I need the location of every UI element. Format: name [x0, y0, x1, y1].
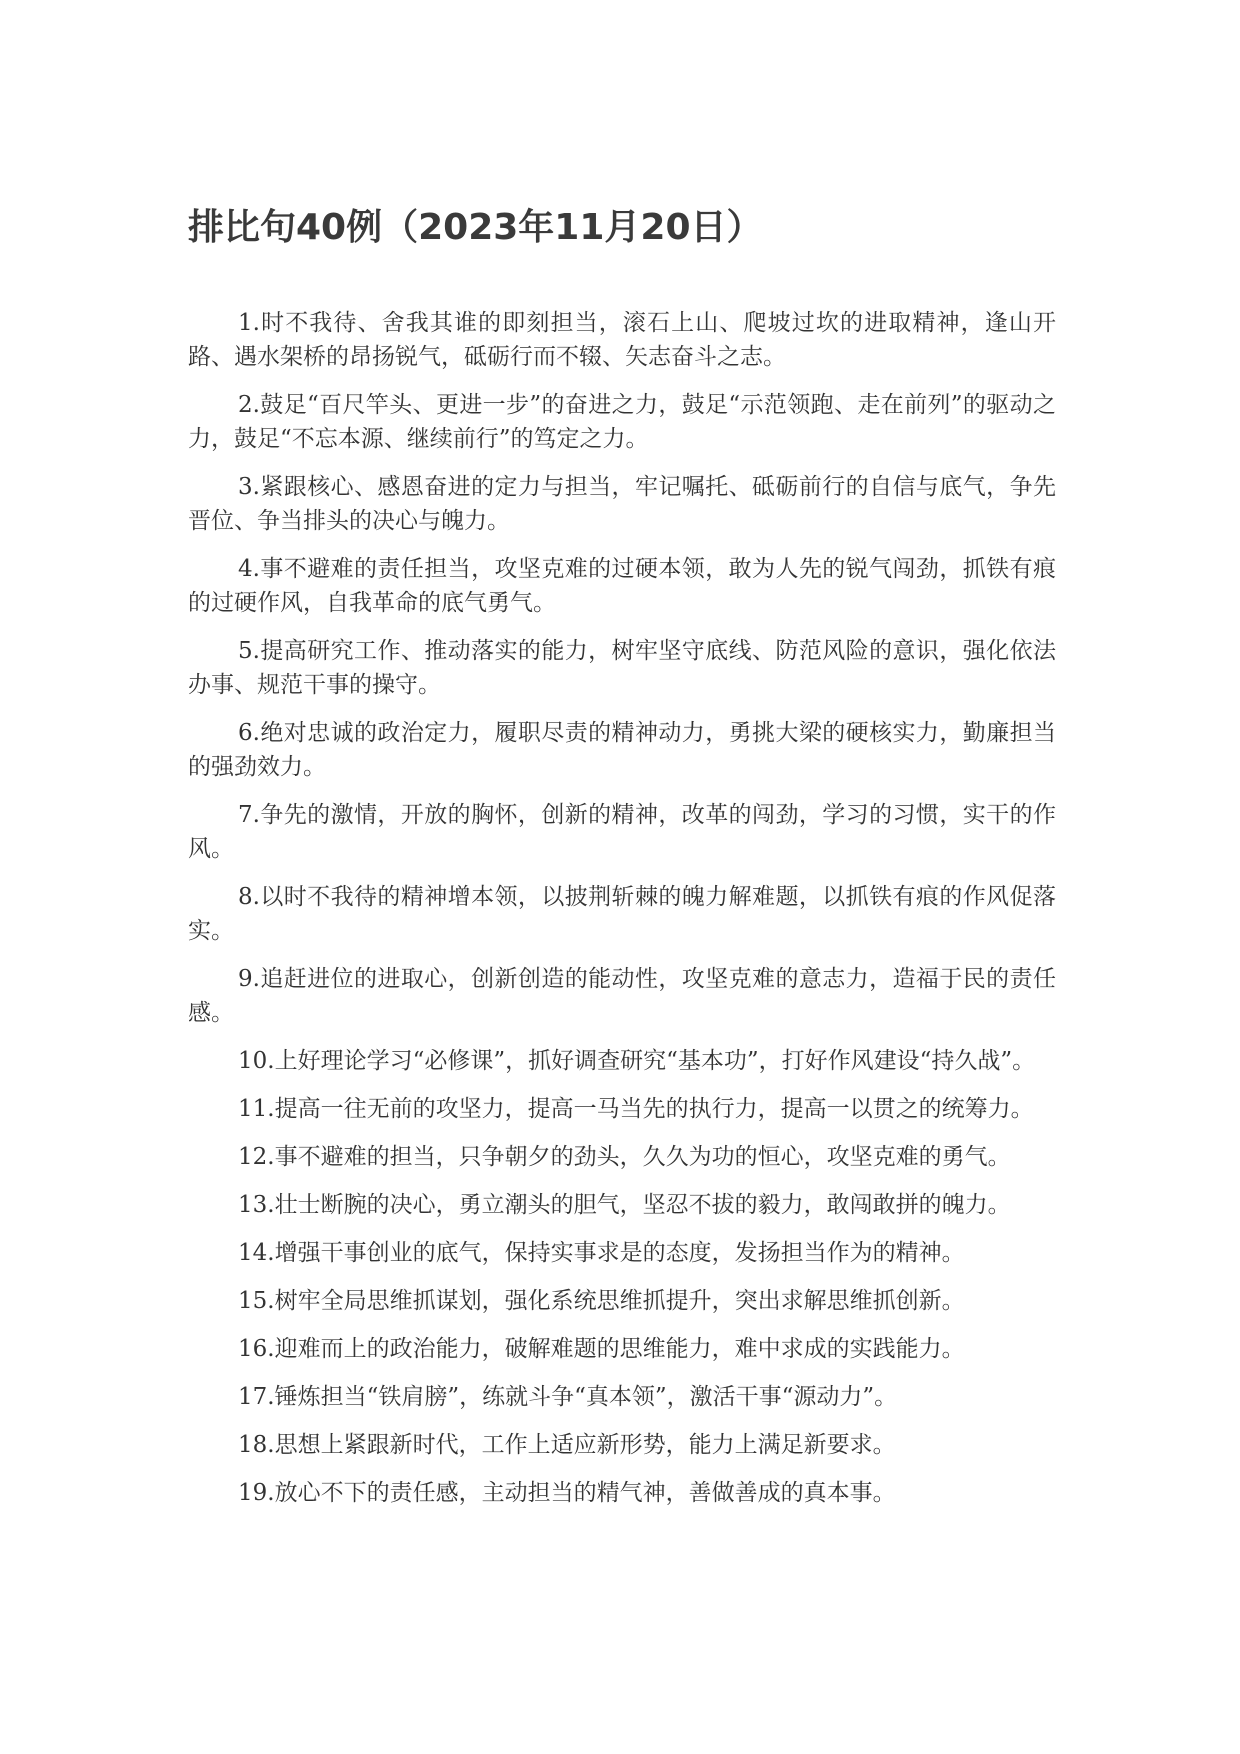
paragraph: 17.锤炼担当“铁肩膀”，练就斗争“真本领”，激活干事“源动力”。: [238, 1384, 898, 1410]
paragraph: 9.追赶进位的进取心，创新创造的能动性，攻坚克难的意志力，造福于民的责任感。: [188, 966, 1056, 1026]
paragraph: 15.树牢全局思维抓谋划，强化系统思维抓提升，突出求解思维抓创新。: [238, 1288, 965, 1314]
paragraph: 7.争先的激情，开放的胸怀，创新的精神，改革的闯劲，学习的习惯，实干的作风。: [188, 802, 1056, 862]
paragraph: 10.上好理论学习“必修课”，抓好调查研究“基本功”，打好作风建设“持久战”。: [238, 1048, 1036, 1074]
paragraph: 14.增强干事创业的底气，保持实事求是的态度，发扬担当作为的精神。: [238, 1240, 965, 1266]
document-title: 排比句40例（2023年11月20日）: [188, 207, 763, 248]
paragraph: 6.绝对忠诚的政治定力，履职尽责的精神动力，勇挑大梁的硬核实力，勤廉担当的强劲效力。: [188, 720, 1056, 780]
paragraph: 13.壮士断腕的决心，勇立潮头的胆气，坚忍不拔的毅力，敢闯敢拼的魄力。: [238, 1192, 1011, 1218]
paragraph: 19.放心不下的责任感，主动担当的精气神，善做善成的真本事。: [238, 1480, 896, 1506]
paragraph: 12.事不避难的担当，只争朝夕的劲头，久久为功的恒心，攻坚克难的勇气。: [238, 1144, 1011, 1170]
paragraph: 5.提高研究工作、推动落实的能力，树牢坚守底线、防范风险的意识，强化依法办事、规范干事的操守。: [188, 638, 1056, 698]
paragraph: 11.提高一往无前的攻坚力，提高一马当先的执行力，提高一以贯之的统筹力。: [238, 1096, 1034, 1122]
paragraph: 2.鼓足“百尺竿头、更进一步”的奋进之力，鼓足“示范领跑、走在前列”的驱动之力，鼓足“不忘本源、继续前行”的笃定之力。: [188, 392, 1056, 452]
paragraph: 4.事不避难的责任担当，攻坚克难的过硬本领，敢为人先的锐气闯劲，抓铁有痕的过硬作风，自我革命的底气勇气。: [188, 556, 1056, 616]
paragraph: 18.思想上紧跟新时代，工作上适应新形势，能力上满足新要求。: [238, 1432, 896, 1458]
document-body: [188, 306, 1056, 1524]
paragraph: 16.迎难而上的政治能力，破解难题的思维能力，难中求成的实践能力。: [238, 1336, 965, 1362]
paragraph: 8.以时不我待的精神增本领，以披荆斩棘的魄力解难题，以抓铁有痕的作风促落实。: [188, 884, 1056, 944]
paragraph: 1.时不我待、舍我其谁的即刻担当，滚石上山、爬坡过坎的进取精神，逢山开路、遇水架桥的昂扬锐气，砥砺行而不辍、矢志奋斗之志。: [188, 310, 1056, 370]
paragraph: 3.紧跟核心、感恩奋进的定力与担当，牢记嘱托、砥砺前行的自信与底气，争先晋位、争当排头的决心与魄力。: [188, 474, 1056, 534]
